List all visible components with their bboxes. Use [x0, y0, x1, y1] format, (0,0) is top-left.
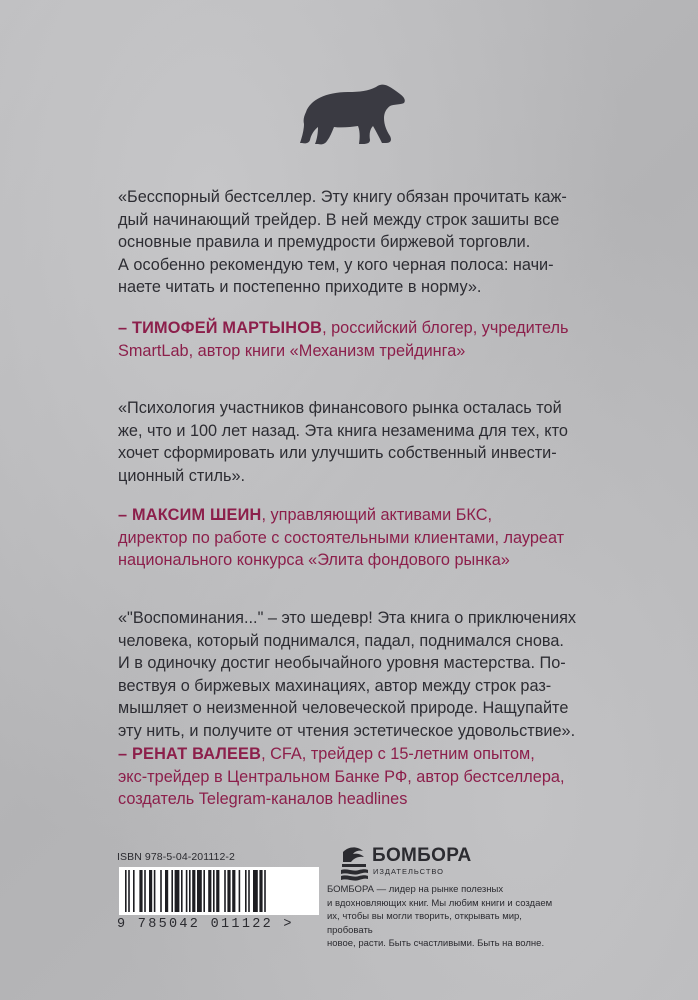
quote-2-line: же, что и 100 лет назад. Эта книга незаменима для тех, кто — [118, 421, 568, 440]
barcode-bar — [171, 870, 173, 912]
barcode — [119, 867, 319, 915]
barcode-bar — [189, 870, 191, 912]
barcode-bar — [203, 870, 205, 912]
quote-3-attribution — [118, 743, 603, 811]
quote-3 — [118, 607, 603, 743]
barcode-number: 9 785042 011122 > — [117, 917, 294, 932]
publisher-description — [327, 883, 567, 951]
barcode-bar — [227, 870, 230, 912]
barcode-bar — [125, 870, 127, 912]
quote-3-author: – РЕНАТ ВАЛЕЕВ — [118, 745, 262, 763]
barcode-bar — [175, 870, 180, 912]
quote-1-line: «Бесспорный бестселлер. Эту книгу обязан прочитать каж- — [118, 188, 567, 206]
publisher-subtitle: ИЗДАТЕЛЬСТВО — [373, 867, 445, 876]
quote-1-line: основные правила и премудрости биржевой торговли. — [118, 233, 531, 252]
barcode-bar — [154, 870, 156, 912]
quote-3-role: экс-трейдер в Центральном Банке РФ, автор бестселлера, — [118, 767, 565, 786]
quote-3-line: И в одиночку достиг необычайного уровня мастерства. По- — [118, 654, 566, 673]
barcode-bar — [181, 870, 183, 912]
quote-1-line: дый начинающий трейдер. В ней между строк зашиты все — [118, 210, 560, 229]
quote-2-line: хочет сформировать или улучшить собственный инвести- — [118, 444, 557, 463]
quote-3-line: вествуя о биржевых махинациях, автор между строк раз- — [118, 676, 552, 695]
quote-2-attribution — [118, 504, 603, 572]
barcode-bar — [216, 870, 219, 912]
quote-1-role: SmartLab, автор книги «Механизм трейдинга» — [118, 341, 466, 360]
quote-3-line: мышляет о неизменной человеческой природе. Нащупайте — [118, 699, 569, 718]
quote-1 — [118, 186, 603, 299]
barcode-bar — [224, 870, 226, 912]
barcode-bar — [264, 870, 266, 912]
quote-3-line: «"Воспоминания..." – это шедевр! Эта книга о приключениях — [118, 609, 577, 627]
quote-3-role: создатель Telegram-каналов headlines — [118, 790, 408, 809]
quote-1-author: – ТИМОФЕЙ МАРТЫНОВ — [118, 319, 323, 337]
publisher-description-line: и вдохновляющих книг. Мы любим книги и создаем — [327, 897, 553, 909]
quote-3-role: , CFA, трейдер с 15-летним опытом, — [261, 745, 535, 763]
quote-2 — [118, 397, 603, 487]
quote-3-line: эту нить, и получите от чтения эстетическое удовольствие». — [118, 721, 576, 740]
barcode-bar — [144, 870, 146, 912]
barcode-bar — [232, 870, 235, 912]
publisher-description-line: новое, расти. Быть счастливыми. Быть на волне. — [327, 938, 545, 949]
barcode-bar — [208, 870, 211, 912]
barcode-bar — [192, 870, 195, 912]
quote-2-line: «Психология участников финансового рынка осталась той — [118, 399, 562, 417]
isbn-block — [117, 851, 325, 935]
barcode-bar — [197, 870, 202, 912]
barcode-bar — [160, 870, 162, 912]
barcode-bar — [165, 870, 168, 912]
barcode-bar — [213, 870, 215, 912]
barcode-bar — [186, 870, 188, 912]
quote-2-line: ционный стиль». — [118, 466, 246, 485]
publisher-description-line: БОМБОРА — лидер на рынке полезных — [327, 884, 504, 895]
isbn-label: ISBN 978-5-04-201112-2 — [117, 851, 235, 863]
barcode-bar — [253, 870, 258, 912]
quote-2-role: национального конкурса «Элита фондового рынка» — [118, 551, 510, 570]
publisher-name: БОМБОРА — [372, 845, 472, 866]
quote-2-author: – МАКСИМ ШЕИН — [118, 506, 262, 524]
bear-icon — [296, 82, 408, 148]
barcode-bar — [149, 870, 152, 912]
publisher-description-line: их, чтобы вы могли творить, открывать мир, пробовать — [327, 911, 522, 936]
quote-1-line: наете читать и постепенно приходите в норму». — [118, 278, 482, 297]
barcode-bar — [248, 870, 250, 912]
barcode-bar — [139, 870, 142, 912]
barcode-bar — [128, 870, 130, 912]
quote-1-role: , российский блогер, учредитель — [322, 319, 569, 337]
barcode-bar — [245, 870, 247, 912]
quote-3-line: человека, который поднимался, падал, поднимался снова. — [118, 631, 564, 650]
quote-2-role: директор по работе с состоятельными клиентами, лауреат — [118, 528, 565, 547]
quote-1-attribution — [118, 317, 603, 362]
quote-1-line: А особенно рекомендую тем, у кого черная полоса: начи- — [118, 255, 554, 274]
barcode-bar — [259, 870, 262, 912]
quote-2-role: , управляющий активами БКС, — [261, 506, 492, 524]
barcode-bar — [133, 870, 135, 912]
barcode-bar — [239, 870, 241, 912]
